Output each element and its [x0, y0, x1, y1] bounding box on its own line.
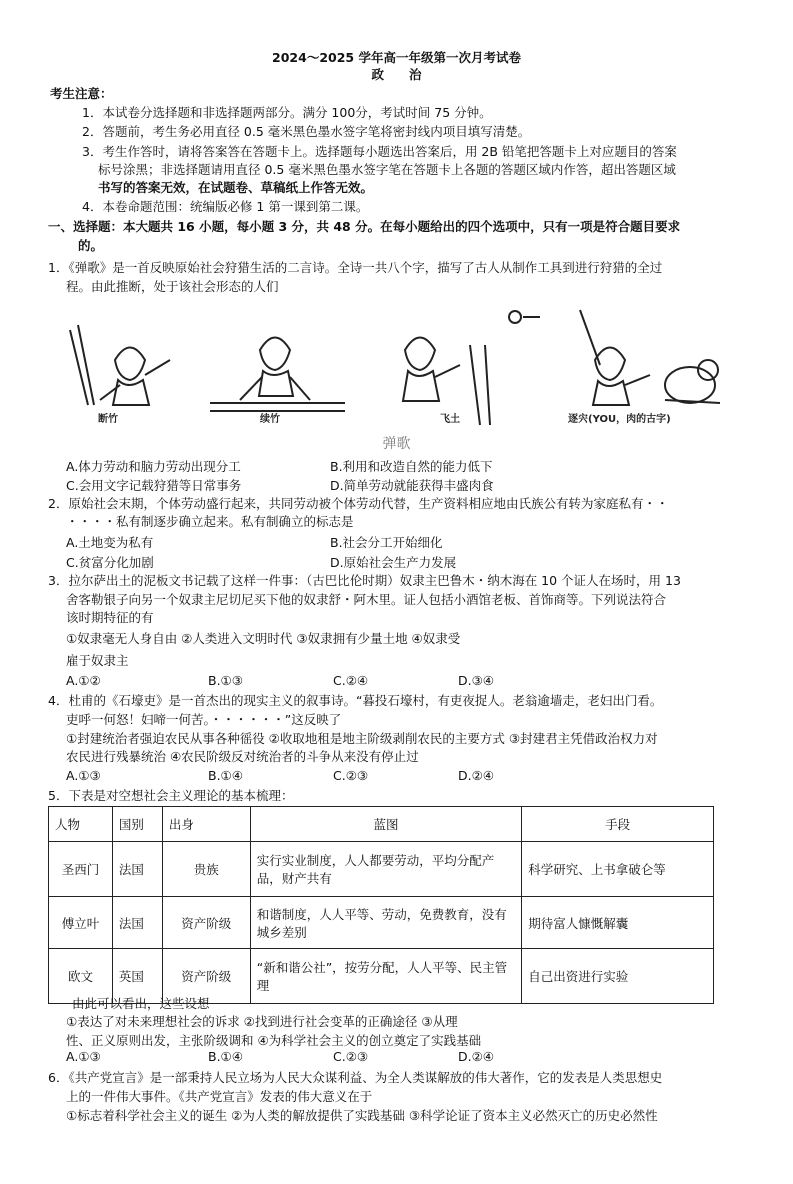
table-cell: 法国	[112, 842, 162, 897]
q5-option-c: C.②③	[333, 1049, 369, 1064]
q3-stem-3: 该时期特征的有	[66, 610, 154, 625]
q1-option-d: D.简单劳动就能获得丰盛肉食	[330, 478, 494, 493]
table-header-cell: 蓝图	[250, 807, 522, 842]
q4-stem-1: 4．杜甫的《石壕吏》是一首杰出的现实主义的叙事诗。“暮投石壕村，有吏夜捉人。老翁逾墙走，老妇出门看。	[48, 693, 663, 708]
q5-statements-2: 性、正义原则出发，主张阶级调和 ④为科学社会主义的创立奠定了实践基础	[66, 1033, 482, 1048]
notice-item-4: 4．本卷命题范围：统编版必修 1 第一课到第二课。	[82, 199, 369, 214]
q4-statements-1: ①封建统治者强迫农民从事各种徭役 ②收取地租是地主阶级剥削农民的主要方式 ③封建君主凭借政治权力对	[66, 731, 658, 746]
q5-option-b: B.①④	[208, 1049, 243, 1064]
table-cell: 英国	[112, 949, 162, 1004]
table-header-cell: 人物	[49, 807, 113, 842]
q4-option-b: B.①④	[208, 768, 243, 783]
table-row	[49, 897, 714, 949]
q1-image-title: 弹歌	[382, 436, 411, 452]
table-cell: 实行实业制度，人人都要劳动，平均分配产品，财产共有	[250, 842, 522, 897]
table-header-cell: 手段	[522, 807, 714, 842]
table-row	[49, 842, 714, 897]
q6-statements-1: ①标志着科学社会主义的诞生 ②为人类的解放提供了实践基础 ③科学论证了资本主义必然灭亡的历史必然性	[66, 1108, 658, 1123]
table-cell: 贵族	[162, 842, 250, 897]
table-header-cell: 国别	[112, 807, 162, 842]
q3-stem-1: 3．拉尔萨出土的泥板文书记载了这样一件事：（古巴比伦时期）奴隶主巴鲁木・纳木海在 10 个证人在场时，用 13	[48, 573, 681, 588]
q5-option-d: D.②④	[458, 1049, 495, 1064]
q5-after-table: 由此可以看出，这些设想	[72, 996, 210, 1011]
q4-stem-2: 吏呼一何怒！妇啼一何苦。・・・・・・”这反映了	[66, 712, 342, 727]
q4-option-c: C.②③	[333, 768, 369, 783]
q3-option-c: C.②④	[333, 673, 369, 688]
q2-option-a: A.土地变为私有	[66, 535, 154, 550]
q4-option-a: A.①③	[66, 768, 101, 783]
caption-chase-prey: 逐宍(YOU，肉的古字)	[568, 414, 671, 425]
q3-stem-2: 舍客勒银子向另一个奴隶主尼切尼买下他的奴隶舒・阿木里。证人包括小酒馆老板、首饰商等。下列说法符合	[66, 592, 667, 607]
notice-item-2: 2．答题前，考生务必用直径 0.5 毫米黑色墨水签字笔将密封线内项目填写清楚。	[82, 124, 531, 139]
q5-stem-1: 5．下表是对空想社会主义理论的基本梳理：	[48, 788, 294, 803]
table-cell: 资产阶级	[162, 897, 250, 949]
table-cell: 和谐制度，人人平等、劳动，免费教育，没有城乡差别	[250, 897, 522, 949]
caption-cut-bamboo: 断竹	[98, 414, 118, 425]
q1-option-a: A.体力劳动和脑力劳动出现分工	[66, 459, 241, 474]
q1-illustration	[60, 305, 740, 430]
table-cell: 法国	[112, 897, 162, 949]
notice-item-3: 3．考生作答时，请将答案答在答题卡上。选择题每小题选出答案后，用 2B 铅笔把答题卡上对应题目的答案	[82, 144, 677, 159]
table-cell: 期待富人慷慨解囊	[522, 897, 714, 949]
q1-option-b: B.利用和改造自然的能力低下	[330, 459, 493, 474]
q5-option-a: A.①③	[66, 1049, 101, 1064]
q1-option-c: C.会用文字记载狩猎等日常事务	[66, 478, 242, 493]
table-cell: 傅立叶	[49, 897, 113, 949]
q3-option-d: D.③④	[458, 673, 495, 688]
exam-subject: 政 治	[371, 67, 422, 82]
q6-stem-2: 上的一件伟大事件。《共产党宣言》发表的伟大意义在于	[66, 1089, 373, 1104]
q5-statements-1: ①表达了对未来理想社会的诉求 ②找到进行社会变革的正确途径 ③从理	[66, 1014, 458, 1029]
notice-heading: 考生注意：	[50, 86, 113, 101]
q1-stem-2: 程。由此推断，处于该社会形态的人们	[66, 279, 279, 294]
table-cell: 圣西门	[49, 842, 113, 897]
notice-item-3-cont-2: 书写的答案无效，在试题卷、草稿纸上作答无效。	[98, 180, 374, 195]
caption-fly-clay: 飞土	[440, 414, 460, 425]
q6-stem-1: 6．《共产党宣言》是一部秉持人民立场为人民大众谋利益、为全人类谋解放的伟大著作，它的发表是人类思想史	[48, 1070, 663, 1085]
table-cell: 科学研究、上书拿破仑等	[522, 842, 714, 897]
caption-join-bamboo: 续竹	[260, 414, 280, 425]
q3-statements-2: 雇于奴隶主	[66, 653, 129, 668]
section-heading-cont: 的。	[78, 238, 104, 253]
q2-stem-1: 2．原始社会末期，个体劳动盛行起来，共同劳动被个体劳动代替，生产资料相应地由氏族公有转为家庭私有・・	[48, 496, 669, 511]
table-cell: 欧文	[49, 949, 113, 1004]
notice-item-1: 1．本试卷分选择题和非选择题两部分。满分 100分，考试时间 75 分钟。	[82, 105, 492, 120]
utopian-socialism-table	[48, 806, 714, 1004]
q3-statements-1: ①奴隶毫无人身自由 ②人类进入文明时代 ③奴隶拥有少量土地 ④奴隶受	[66, 631, 461, 646]
table-cell: “新和谐公社”，按劳分配，人人平等、民主管理	[250, 949, 522, 1004]
q2-option-b: B.社会分工开始细化	[330, 535, 443, 550]
q3-option-a: A.①②	[66, 673, 101, 688]
q3-option-b: B.①③	[208, 673, 243, 688]
table-cell: 资产阶级	[162, 949, 250, 1004]
q4-statements-2: 农民进行残暴统治 ④农民阶级反对统治者的斗争从来没有停止过	[66, 749, 419, 764]
table-cell: 自己出资进行实验	[522, 949, 714, 1004]
section-heading: 一、选择题：本大题共 16 小题，每小题 3 分，共 48 分。在每小题给出的四个选项中，只有一项是符合题目要求	[48, 219, 681, 234]
table-header-row	[49, 807, 714, 842]
notice-item-3-cont-1: 标号涂黑；非选择题请用直径 0.5 毫米黑色墨水签字笔在答题卡上各题的答题区域内作答，超出答题区域	[98, 162, 676, 177]
exam-title: 2024～2025 学年高一年级第一次月考试卷	[272, 50, 521, 65]
q2-stem-2: ・・・・私有制逐步确立起来。私有制确立的标志是	[66, 514, 354, 529]
q2-option-c: C.贫富分化加剧	[66, 555, 154, 570]
table-header-cell: 出身	[162, 807, 250, 842]
q1-stem-1: 1．《弹歌》是一首反映原始社会狩猎生活的二言诗。全诗一共八个字，描写了古人从制作工具到进行狩猎的全过	[48, 260, 663, 275]
q2-option-d: D.原始社会生产力发展	[330, 555, 457, 570]
q4-option-d: D.②④	[458, 768, 495, 783]
